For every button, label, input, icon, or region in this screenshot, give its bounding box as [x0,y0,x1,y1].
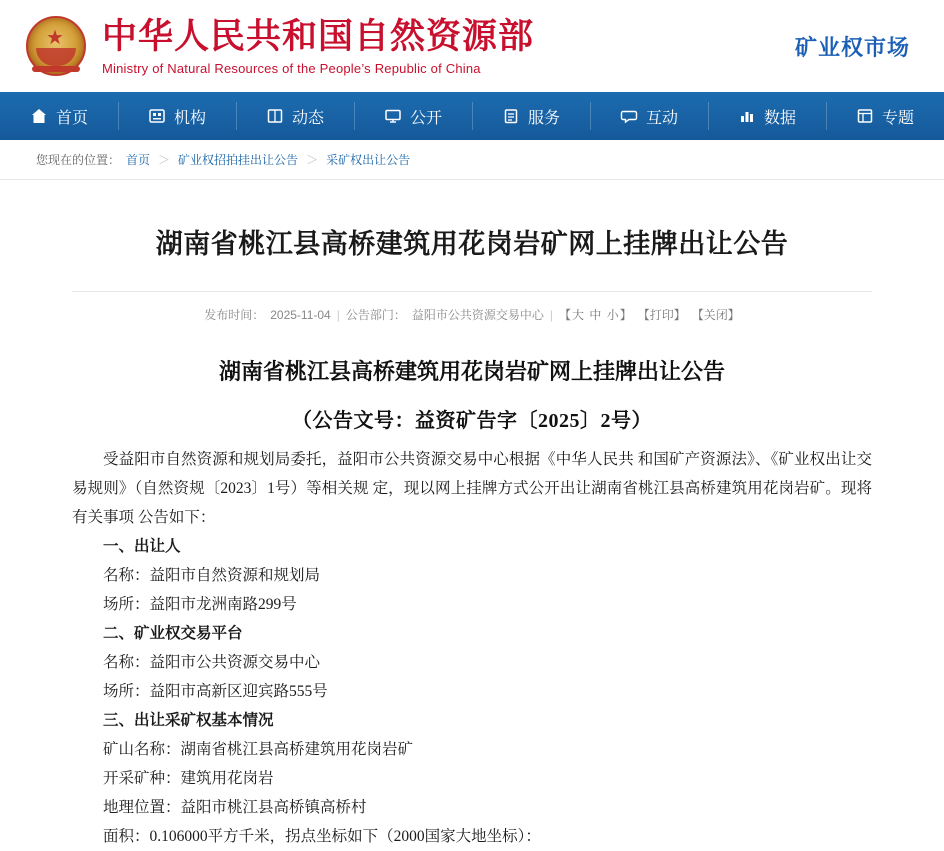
article-line: 一、出让人 [103,538,181,555]
site-titles [102,16,795,76]
monitor-icon [384,107,402,125]
article-doc-number: （公告文号：益资矿告字〔2025〕2号） [292,410,652,432]
national-emblem-icon [24,14,88,78]
meta-divider: | [336,307,340,322]
meta-divider: | [549,307,553,322]
nav-item-topics[interactable] [826,92,944,140]
article-line: 二、矿业权交易平台 [103,625,243,642]
nav-label: 互动 [645,109,678,127]
breadcrumb-bar [0,140,944,180]
nav-item-disclosure[interactable] [354,92,472,140]
article-line: 场所：益阳市龙洲南路299号 [103,596,297,613]
breadcrumb-prefix: 您现在的位置： [36,153,121,167]
site-title-en: Ministry of Natural Resources of the People’s Republic of China [102,61,481,76]
nav-item-home[interactable] [0,92,118,140]
home-icon [30,107,48,125]
article-line: 名称：益阳市自然资源和规划局 [103,567,321,584]
department-value: 益阳市公共资源交易中心 [411,308,544,322]
building-icon [148,107,166,125]
nav-label: 服务 [527,109,560,127]
article-line: 名称：益阳市公共资源交易中心 [103,654,321,671]
page-title: 湖南省桃江县高桥建筑用花岗岩矿网上挂牌出让公告 [155,229,789,259]
article-line: 矿山名称：湖南省桃江县高桥建筑用花岗岩矿 [103,741,414,758]
nav-label: 动态 [291,109,324,127]
breadcrumb-separator: ＞ [158,153,171,167]
article-line: 开采矿种：建筑用花岗岩 [103,770,274,787]
font-size-group: 【大 中 小】 [559,308,632,322]
article-line: 面积：0.106000平方千米，拐点坐标如下（2000国家大地坐标）： [103,828,541,845]
breadcrumb-separator: ＞ [306,153,319,167]
breadcrumb-item-mining-rights[interactable]: 矿业权招拍挂出让公告 [178,153,299,167]
window-icon [856,107,874,125]
chat-icon [620,107,638,125]
site-title-cn: 中华人民共和国自然资源部 [102,17,535,56]
nav-item-news[interactable] [236,92,354,140]
nav-item-organization[interactable] [118,92,236,140]
article-meta-bar [72,291,872,335]
site-header [0,0,944,92]
breadcrumb [36,151,410,168]
breadcrumb-item-home[interactable]: 首页 [126,153,151,167]
nav-item-data[interactable] [708,92,826,140]
print-button[interactable]: 【打印】 [637,308,686,322]
book-icon [266,107,284,125]
nav-label: 数据 [763,109,796,127]
nav-label: 首页 [55,109,88,127]
nav-label: 公开 [409,109,442,127]
nav-label: 专题 [881,109,914,127]
publish-time-label: 发布时间： [204,308,265,322]
article-line: 地理位置：益阳市桃江县高桥镇高桥村 [103,799,367,816]
bar-chart-icon [738,107,756,125]
article-line: 场所：益阳市高新区迎宾路555号 [103,683,328,700]
article-paragraph: 受益阳市自然资源和规划局委托，益阳市公共资源交易中心根据《中华人民共 和国矿产资源法》、《矿业权出让交易规则》（自然资规〔2023〕1号）等相关规 定，现以网上挂牌方式公开出让湖南省桃江县高桥建筑用花岗岩矿。现将有关事项 公告如下： [72,451,872,526]
header-section-label: 矿业权市场 [794,34,910,60]
article-content [0,180,944,851]
article-line: 三、出让采矿权基本情况 [103,712,274,729]
font-size-small-button[interactable]: 小 [606,308,619,322]
publish-time-value: 2025-11-04 [270,307,331,322]
nav-item-interaction[interactable] [590,92,708,140]
article-heading: 湖南省桃江县高桥建筑用花岗岩矿网上挂牌出让公告 [218,359,725,384]
breadcrumb-item-current[interactable]: 采矿权出让公告 [326,153,411,167]
nav-item-service[interactable] [472,92,590,140]
main-nav [0,92,944,140]
font-size-large-button[interactable]: 大 [572,308,585,322]
close-button[interactable]: 【关闭】 [691,308,740,322]
nav-label: 机构 [173,109,206,127]
font-size-medium-button[interactable]: 中 [589,308,602,322]
clipboard-icon [502,107,520,125]
department-label: 公告部门： [345,308,406,322]
